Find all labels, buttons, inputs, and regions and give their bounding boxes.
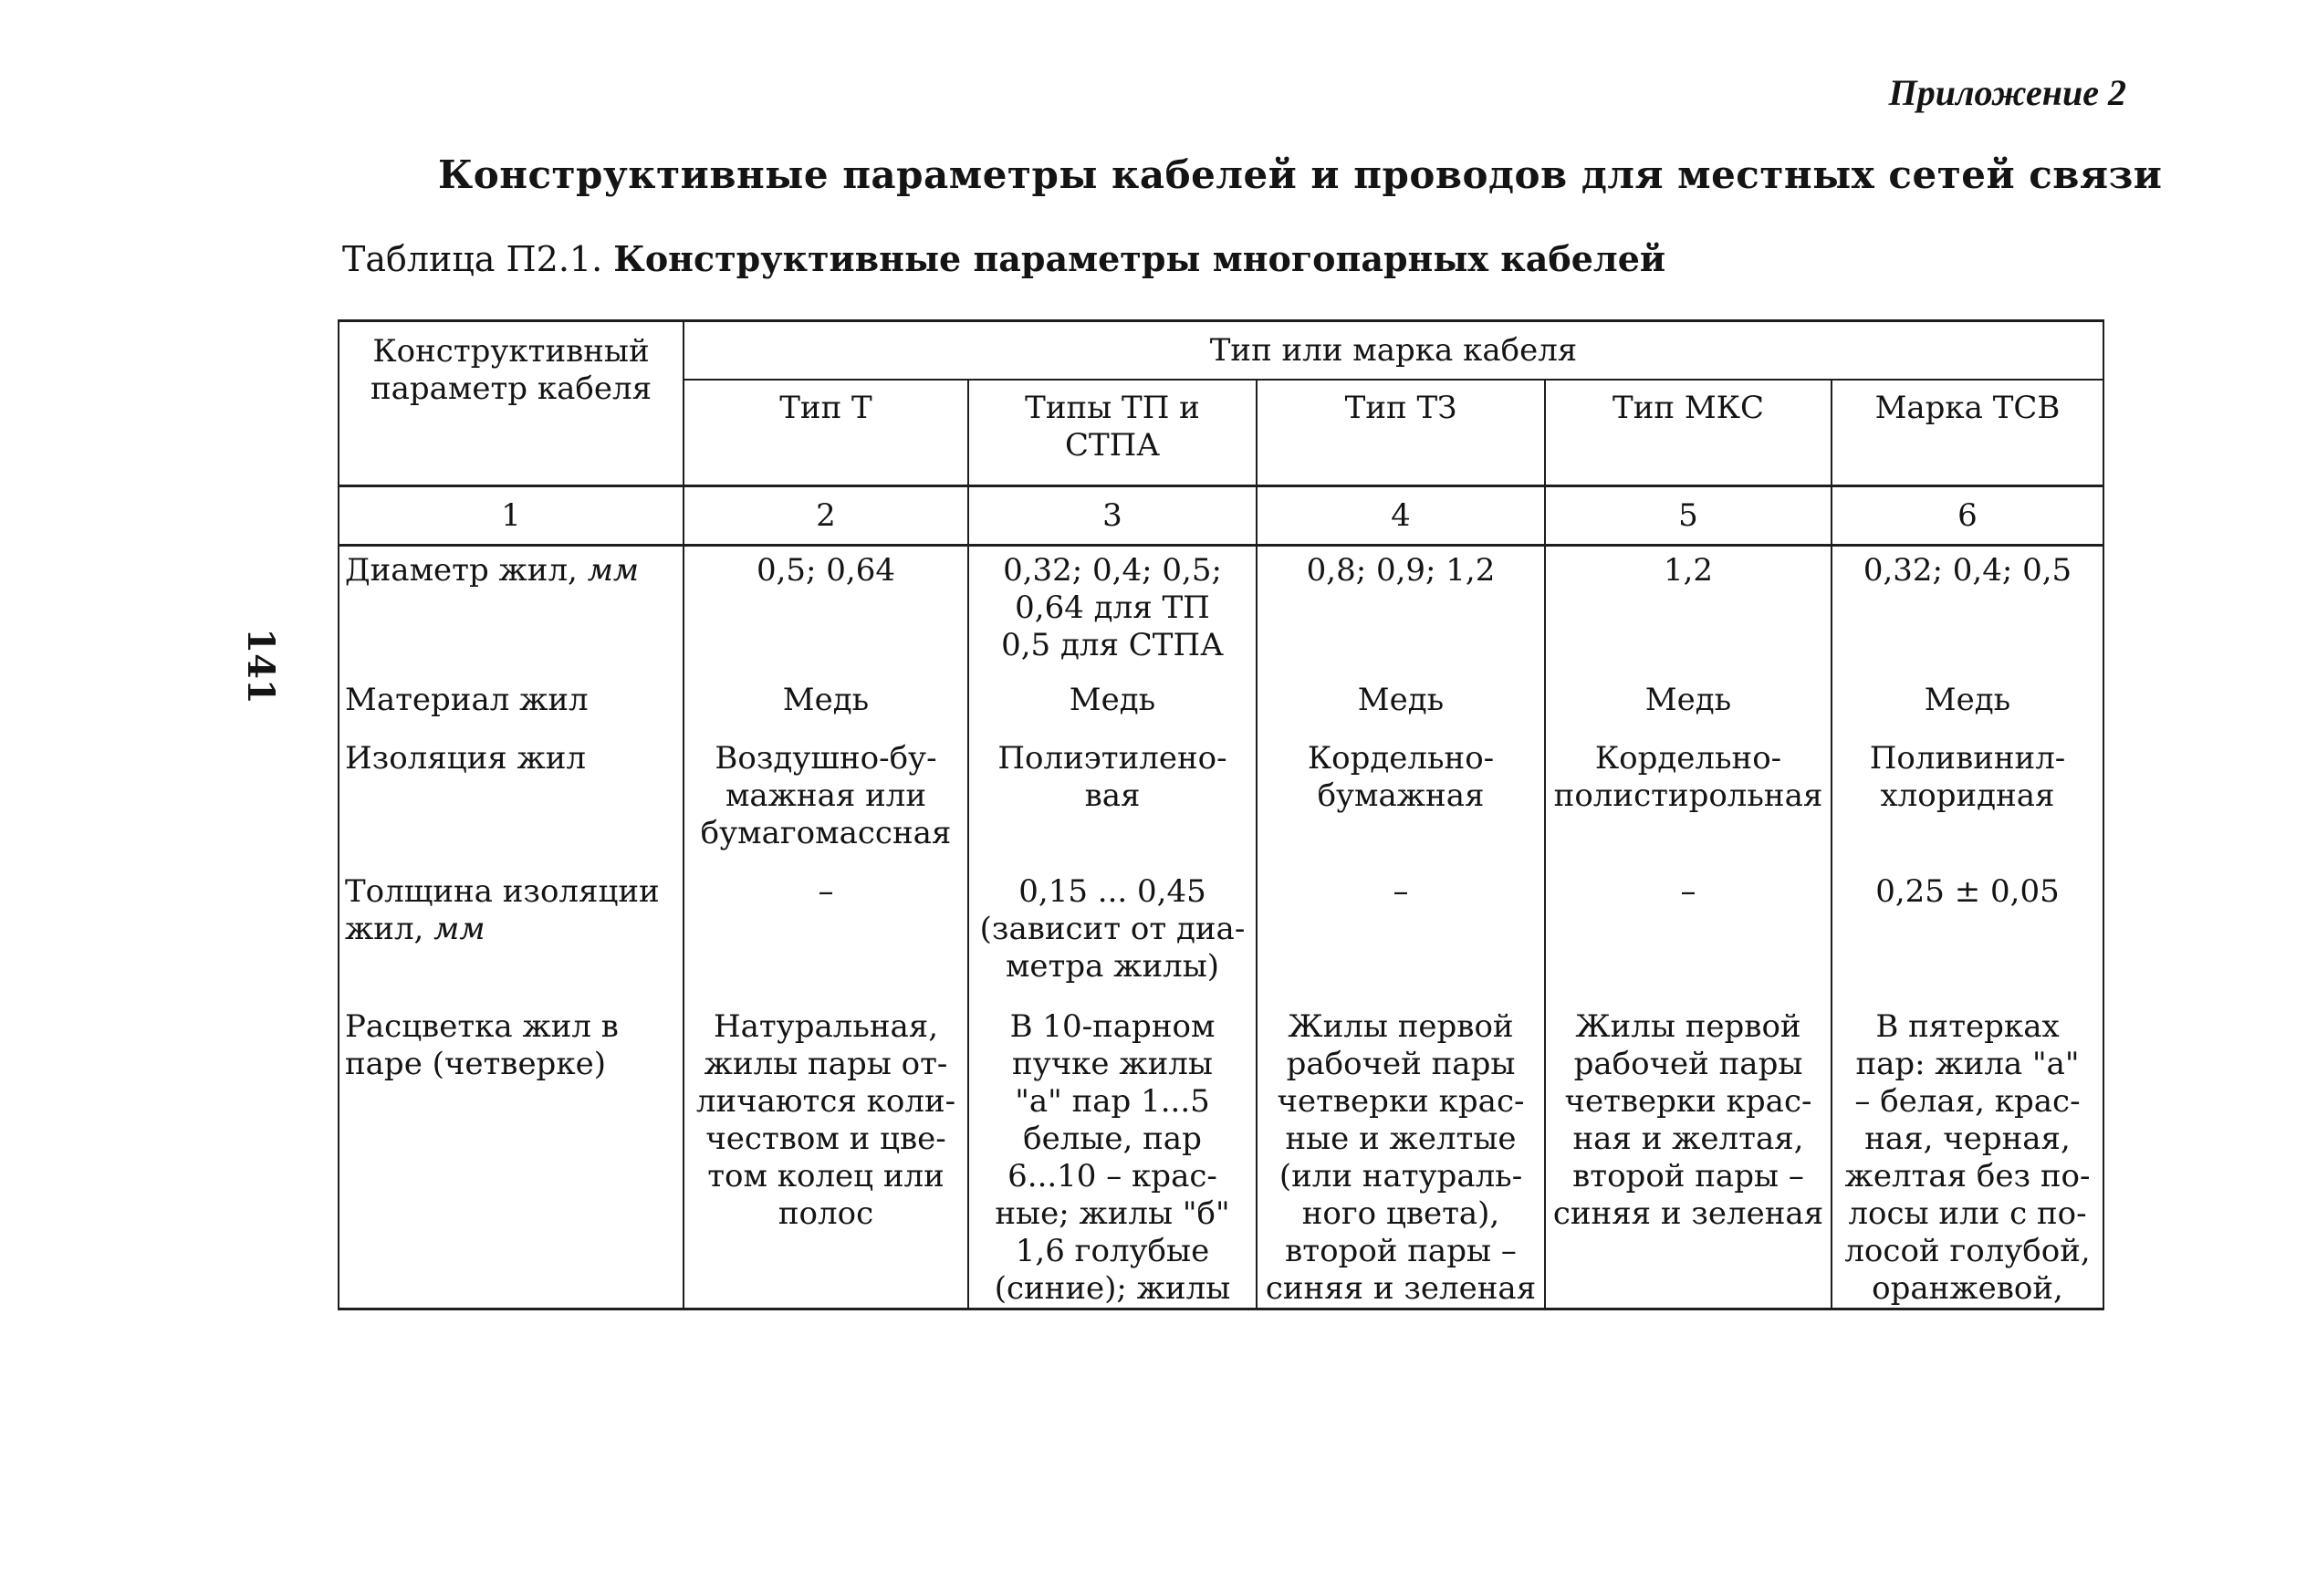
col-header-mks: Тип МКС: [1545, 380, 1832, 486]
table-cell: –: [1257, 868, 1545, 1003]
table-row: [339, 868, 2103, 1003]
table-cell: 1,2: [1545, 546, 1832, 677]
table-row: [339, 676, 2103, 735]
table-cell: Медь: [1832, 676, 2103, 735]
col-header-tsv: Марка ТСВ: [1832, 380, 2103, 486]
page-number: 141: [239, 628, 283, 704]
table-cell: Воздушно-бу- мажная или бумагомассная: [684, 735, 968, 868]
table-cell: Натуральная, жилы пары от- личаются коли- чеством и цве- том колец или полос: [684, 1003, 968, 1309]
cable-parameters-table: [338, 319, 2104, 1310]
col-number: 5: [1545, 486, 1832, 546]
page-title: Конструктивные параметры кабелей и проводов для местных сетей связи: [438, 152, 2163, 197]
col-number: 1: [339, 486, 684, 546]
table-cell: Полиэтилено- вая: [968, 735, 1257, 868]
table-cell: Кордельно- бумажная: [1257, 735, 1545, 868]
col-number: 3: [968, 486, 1257, 546]
table-cell: Медь: [684, 676, 968, 735]
table-cell: –: [684, 868, 968, 1003]
row-label: Материал жил: [339, 676, 684, 735]
table-cell: 0,15 ... 0,45 (зависит от диа- метра жилы): [968, 868, 1257, 1003]
table-cell: 0,32; 0,4; 0,5; 0,64 для ТП 0,5 для СТПА: [968, 546, 1257, 677]
table-cell: 0,25 ± 0,05: [1832, 868, 2103, 1003]
appendix-label: Приложение 2: [1888, 72, 2126, 113]
table-cell: Кордельно- полистирольная: [1545, 735, 1832, 868]
table-row: [339, 546, 2103, 677]
table-cell: В пятерках пар: жила "а" – белая, крас- ная, черная, желтая без по- лосы или с по- лосой голубой, оранжевой,: [1832, 1003, 2103, 1309]
col-number: 6: [1832, 486, 2103, 546]
table-cell: 0,32; 0,4; 0,5: [1832, 546, 2103, 677]
table-cell: Медь: [1257, 676, 1545, 735]
row-label: Расцветка жил в паре (четверке): [339, 1003, 684, 1309]
row-label: Изоляция жил: [339, 735, 684, 868]
table-caption: [342, 238, 1665, 279]
table-cell: Медь: [1545, 676, 1832, 735]
table-caption-prefix: Таблица П2.1.: [342, 239, 603, 279]
table-cell: Жилы первой рабочей пары четверки крас- ная и желтая, второй пары – синяя и зеленая: [1545, 1003, 1832, 1309]
col-number: 4: [1257, 486, 1545, 546]
col-header-tz: Тип ТЗ: [1257, 380, 1545, 486]
row-label: Толщина изоляции жил, мм: [339, 868, 684, 1003]
col-number: 2: [684, 486, 968, 546]
table-cell: В 10-парном пучке жилы "а" пар 1...5 белые, пар 6...10 – крас- ные; жилы "б" 1,6 голубые (синие); жилы: [968, 1003, 1257, 1309]
cable-type-header: Тип или марка кабеля: [684, 321, 2103, 381]
table-cell: Медь: [968, 676, 1257, 735]
col-header-tp-stpa: Типы ТП и СТПА: [968, 380, 1257, 486]
table-cell: Жилы первой рабочей пары четверки крас- ные и желтые (или натураль- ного цвета), второй пары – синяя и зеленая: [1257, 1003, 1545, 1309]
col-header-t: Тип Т: [684, 380, 968, 486]
table-caption-title: Конструктивные параметры многопарных кабелей: [613, 238, 1666, 279]
table-cell: Поливинил- хлоридная: [1832, 735, 2103, 868]
row-label: Диаметр жил, мм: [339, 546, 684, 677]
table-cell: 0,5; 0,64: [684, 546, 968, 677]
table-row: [339, 1003, 2103, 1309]
table-cell: –: [1545, 868, 1832, 1003]
table-cell: 0,8; 0,9; 1,2: [1257, 546, 1545, 677]
table-row: [339, 735, 2103, 868]
param-header-cell: Конструктивный параметр кабеля: [339, 321, 684, 486]
